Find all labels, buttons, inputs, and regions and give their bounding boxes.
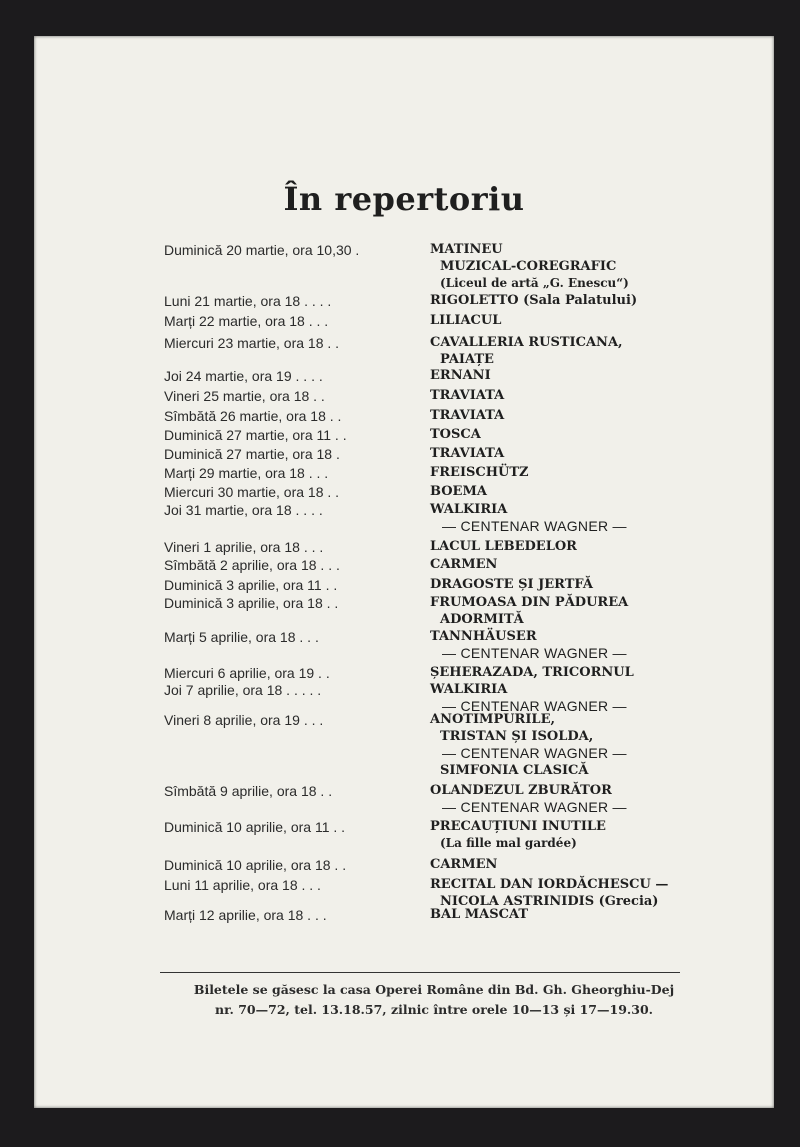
performance-title	[430, 445, 760, 462]
performance-title	[430, 426, 760, 443]
schedule-list	[34, 36, 774, 1108]
performance-title-line: PRECAUȚIUNI INUTILE	[430, 819, 606, 834]
performance-title-line: MATINEU	[430, 242, 503, 257]
performance-date: Duminică 20 martie, ora 10,30 .	[164, 242, 360, 258]
centenar-note: — CENTENAR WAGNER —	[442, 698, 627, 714]
performance-title	[430, 628, 760, 662]
performance-title	[430, 407, 760, 424]
performance-date: Luni 11 aprilie, ora 18 . . .	[164, 877, 321, 893]
performance-title-line: ERNANI	[430, 368, 491, 383]
performance-date: Duminică 27 martie, ora 11 . .	[164, 427, 347, 443]
performance-title	[430, 241, 760, 292]
program-sheet	[34, 36, 774, 1108]
footer-divider	[160, 972, 680, 973]
performance-title-line: TRISTAN ȘI ISOLDA,	[440, 729, 594, 744]
performance-title-line: DRAGOSTE ȘI JERTFĂ	[430, 577, 593, 592]
performance-title	[430, 856, 760, 873]
performance-title-line: ADORMITĂ	[440, 612, 524, 627]
centenar-note: — CENTENAR WAGNER —	[442, 745, 627, 761]
performance-title-line: ȘEHERAZADA, TRICORNUL	[430, 665, 634, 680]
performance-title-line: SIMFONIA CLASICĂ	[440, 763, 589, 778]
performance-title-line: PAIAȚE	[440, 352, 494, 367]
performance-title	[430, 292, 760, 309]
performance-title-line: MUZICAL-COREGRAFIC	[440, 259, 617, 274]
performance-title-line: LACUL LEBEDELOR	[430, 539, 577, 554]
ticket-info-line-2: nr. 70—72, tel. 13.18.57, zilnic între orele 10—13 și 17—19.30.	[215, 1002, 653, 1017]
performance-title	[430, 312, 760, 329]
centenar-note: — CENTENAR WAGNER —	[442, 518, 627, 534]
centenar-note: — CENTENAR WAGNER —	[442, 799, 627, 815]
performance-title-line: BAL MASCAT	[430, 907, 529, 922]
performance-title	[430, 906, 760, 923]
performance-date: Sîmbătă 26 martie, ora 18 . .	[164, 408, 342, 424]
performance-date: Duminică 27 martie, ora 18 .	[164, 446, 340, 462]
performance-title-line: OLANDEZUL ZBURĂTOR	[430, 783, 612, 798]
performance-title	[430, 556, 760, 573]
performance-title-line: RECITAL DAN IORDĂCHESCU —	[430, 877, 669, 892]
performance-title-line: RIGOLETTO (Sala Palatului)	[430, 293, 638, 308]
performance-title-line: TANNHÄUSER	[430, 629, 537, 644]
performance-date: Marți 22 martie, ora 18 . . .	[164, 313, 329, 329]
performance-title	[430, 334, 760, 368]
performance-title-line: LILIACUL	[430, 313, 502, 328]
performance-date: Miercuri 30 martie, ora 18 . .	[164, 484, 340, 500]
performance-note: (Liceul de artă „G. Enescu“)	[440, 276, 629, 290]
performance-title-line: NICOLA ASTRINIDIS (Grecia)	[440, 894, 659, 909]
page-title: În repertoriu	[283, 180, 525, 218]
performance-title	[430, 782, 760, 816]
performance-title	[430, 681, 760, 715]
performance-date: Miercuri 6 aprilie, ora 19 . .	[164, 665, 330, 681]
performance-date: Duminică 10 aprilie, ora 11 . .	[164, 819, 346, 835]
performance-date: Joi 7 aprilie, ora 18 . . . . .	[164, 682, 322, 698]
performance-title	[430, 818, 760, 852]
performance-title-line: TRAVIATA	[430, 388, 505, 403]
performance-title-line: TRAVIATA	[430, 446, 505, 461]
performance-title	[430, 576, 760, 593]
ticket-info-line-1: Biletele se găsesc la casa Operei Române din Bd. Gh. Gheorghiu-Dej	[193, 982, 675, 997]
performance-date: Miercuri 23 martie, ora 18 . .	[164, 335, 340, 351]
performance-title	[430, 464, 760, 481]
performance-date: Duminică 3 aprilie, ora 11 . .	[164, 577, 338, 593]
performance-date: Duminică 10 aprilie, ora 18 . .	[164, 857, 347, 873]
performance-title-line: TOSCA	[430, 427, 481, 442]
performance-title-line: TRAVIATA	[430, 408, 505, 423]
performance-date: Sîmbătă 9 aprilie, ora 18 . .	[164, 783, 333, 799]
centenar-note: — CENTENAR WAGNER —	[442, 645, 627, 661]
performance-title-line: ANOTIMPURILE,	[430, 712, 556, 727]
performance-title	[430, 501, 760, 535]
performance-date: Marți 29 martie, ora 18 . . .	[164, 465, 329, 481]
performance-note: (La fille mal gardée)	[440, 836, 577, 850]
performance-title-line: FREISCHÜTZ	[430, 465, 529, 480]
performance-date: Vineri 25 martie, ora 18 . .	[164, 388, 325, 404]
performance-date: Duminică 3 aprilie, ora 18 . .	[164, 595, 339, 611]
performance-title-line: CAVALLERIA RUSTICANA,	[430, 335, 623, 350]
performance-title	[430, 664, 760, 681]
performance-date: Vineri 1 aprilie, ora 18 . . .	[164, 539, 324, 555]
performance-title-line: FRUMOASA DIN PĂDUREA	[430, 595, 629, 610]
ticket-info	[154, 980, 714, 1020]
performance-date: Marți 12 aprilie, ora 18 . . .	[164, 907, 327, 923]
performance-date: Joi 31 martie, ora 18 . . . .	[164, 502, 323, 518]
performance-title-line: WALKIRIA	[430, 502, 508, 517]
performance-title	[430, 594, 760, 628]
performance-date: Luni 21 martie, ora 18 . . . .	[164, 293, 332, 309]
performance-title-line: BOEMA	[430, 484, 487, 499]
performance-title-line: CARMEN	[430, 857, 498, 872]
performance-title-line: CARMEN	[430, 557, 498, 572]
performance-title	[430, 711, 760, 779]
performance-date: Sîmbătă 2 aprilie, ora 18 . . .	[164, 557, 340, 573]
performance-title	[430, 538, 760, 555]
performance-title	[430, 387, 760, 404]
performance-date: Marți 5 aprilie, ora 18 . . .	[164, 629, 319, 645]
performance-title-line: WALKIRIA	[430, 682, 508, 697]
performance-title	[430, 876, 760, 910]
performance-date: Joi 24 martie, ora 19 . . . .	[164, 368, 323, 384]
performance-date: Vineri 8 aprilie, ora 19 . . .	[164, 712, 324, 728]
performance-title	[430, 483, 760, 500]
performance-title	[430, 367, 760, 384]
